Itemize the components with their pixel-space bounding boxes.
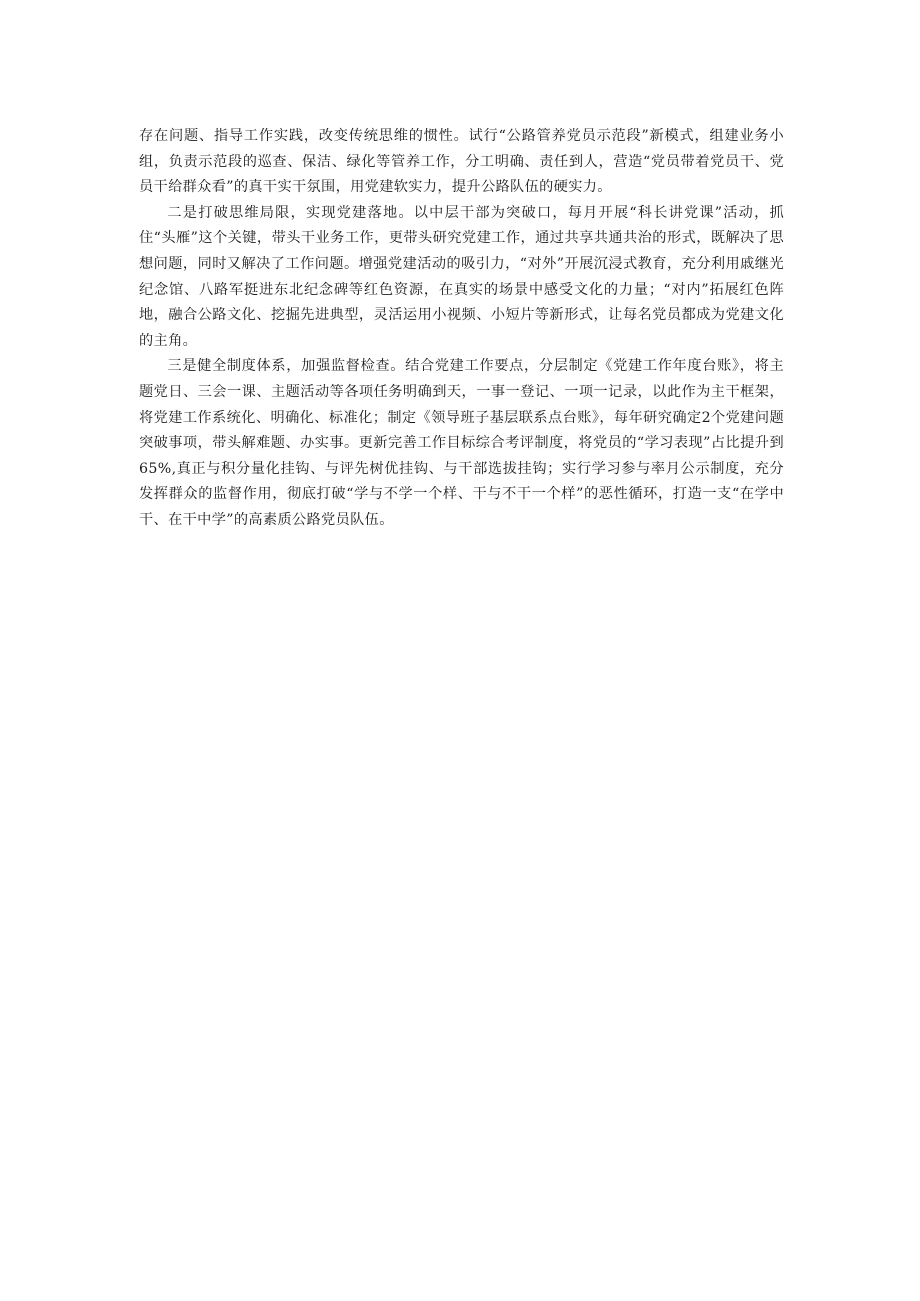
paragraph-3: 三是健全制度体系，加强监督检查。结合党建工作要点，分层制定《党建工作年度台账》，将主题党日、三会一课、主题活动等各项任务明确到天，一事一登记、一项一记录，以此作为主干框架，将党建工作系统化、明确化、标准化；制定《领导班子基层联系点台账》，每年研究确定2个党建问题突破事项，带头解难题、办实事。更新完善工作目标综合考评制度，将党员的“学习表现”占比提升到65%,真正与积分量化挂钩、与评先树优挂钩、与干部选拔挂钩；实行学习参与率月公示制度，充分发挥群众的监督作用，彻底打破“学与不学一个样、干与不干一个样”的恶性循环，打造一支“在学中干、在干中学”的高素质公路党员队伍。 [139,358,784,528]
paragraph-2: 二是打破思维局限，实现党建落地。以中层干部为突破口，每月开展“科长讲党课”活动，抓住“头雁”这个关键，带头干业务工作，更带头研究党建工作，通过共享共通共治的形式，既解决了思想问题，同时又解决了工作问题。增强党建活动的吸引力，“对外”开展沉浸式教育，充分利用戚继光纪念馆、八路军挺进东北纪念碑等红色资源，在真实的场景中感受文化的力量；“对内”拓展红色阵地，融合公路文化、挖掘先进典型，灵活运用小视频、小短片等新形式，让每名党员都成为党建文化的主角。 [139,204,784,349]
document-body [139,124,784,534]
paragraph-1: 存在问题、指导工作实践，改变传统思维的惯性。试行“公路管养党员示范段”新模式，组建业务小组，负责示范段的巡查、保洁、绿化等管养工作，分工明确、责任到人，营造“党员带着党员干、党员干给群众看”的真干实干氛围，用党建软实力，提升公路队伍的硬实力。 [139,128,784,196]
